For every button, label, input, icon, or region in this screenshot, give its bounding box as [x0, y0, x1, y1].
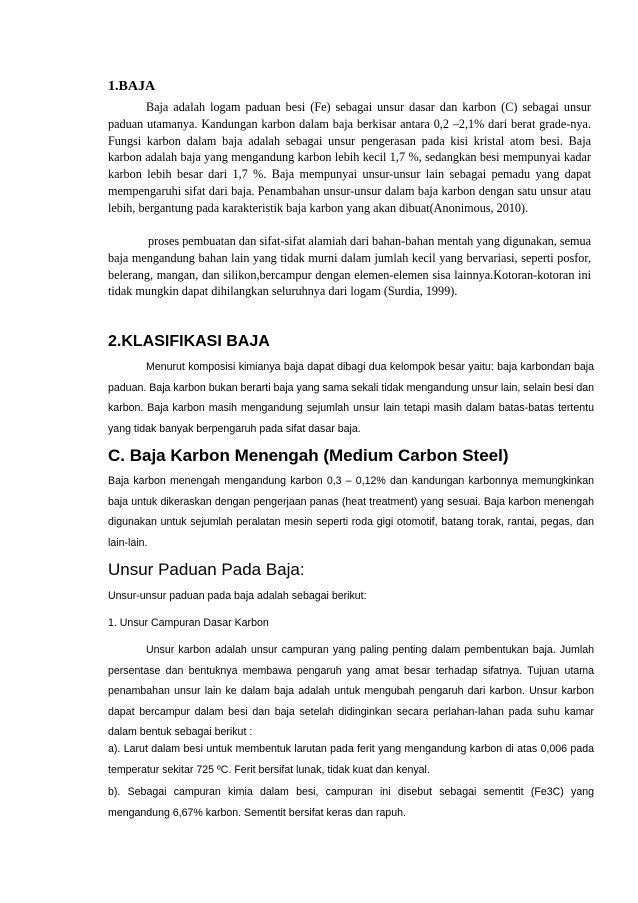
paragraph-baja-2: proses pembuatan dan sifat-sifat alamiah dari bahan-bahan mentah yang digunakan, semua baja mengandung bahan lain yang tidak murni dalam jumlah kecil yang bervariasi, seperti posfor, belerang, mangan, dan silikon,bercampur dengan elemen-elemen sisa lainnya.Kotoran-kotoran ini tidak mungkin dapat dihilangkan seluruhnya dari logam (Surdia, 1999).	[108, 234, 591, 299]
section-title-baja-karbon-menengah: C. Baja Karbon Menengah (Medium Carbon Steel)	[108, 446, 509, 465]
paragraph-unsur-intro: Unsur-unsur paduan pada baja adalah sebagai berikut:	[108, 590, 367, 602]
paragraph-baja-1: Baja adalah logam paduan besi (Fe) sebagai unsur dasar dan karbon (C) sebagai unsur paduan utamanya. Kandungan karbon dalam baja berkisar antara 0,2 –2,1% dari berat grade-nya. Fungsi karbon dalam baja adalah sebagai unsur pengerasan pada kisi kristal atom besi. Baja karbon adalah baja yang mengandung karbon lebih kecil 1,7 %, sedangkan besi mempunyai kadar karbon lebih besar dari 1,7 %. Baja mempunyai unsur-unsur lain sebagai pemadu yang dapat mempengaruhi sifat dari baja. Penambahan unsur-unsur dalam baja karbon dengan satu unsur atau lebih, bergantung pada karakteristik baja karbon yang akan dibuat(Anonimous, 2010).	[108, 100, 591, 215]
paragraph-unsur-karbon: Unsur karbon adalah unsur campuran yang paling penting dalam pembentukan baja. Jumlah persentase dan bentuknya membawa pengaruh yang amat besar terhadap sifatnya. Tujuan utama penambahan unsur lain ke dalam baja adalah untuk mengubah pengaruh dari karbon. Unsur karbon dapat bercampur dalam besi dan baja setelah didinginkan secara perlahan-lahan pada suhu kamar dalam bentuk sebagai berikut :	[108, 644, 594, 738]
list-item-a: a). Larut dalam besi untuk membentuk larutan pada ferit yang mengandung karbon di atas 0,006 pada temperatur sekitar 725 ºC. Ferit bersifat lunak, tidak kuat dan kenyal.	[108, 743, 594, 776]
list-item-unsur-karbon: 1. Unsur Campuran Dasar Karbon	[108, 617, 269, 629]
section-title-unsur-paduan: Unsur Paduan Pada Baja:	[108, 560, 305, 579]
list-item-b: b). Sebagai campuran kimia dalam besi, campuran ini disebut sebagai sementit (Fe3C) yang mengandung 6,67% karbon. Sementit bersifat keras dan rapuh.	[108, 786, 594, 819]
section-title-klasifikasi: 2.KLASIFIKASI BAJA	[108, 333, 270, 350]
paragraph-baja-karbon-menengah: Baja karbon menengah mengandung karbon 0,3 – 0,12% dan kandungan karbonnya memungkinkan baja untuk dikeraskan dengan pengerjaan panas (heat treatment) yang sesuai. Baja karbon menengah digunakan untuk sejumlah peralatan mesin seperti roda gigi otomotif, batang torak, rantai, pegas, dan lain-lain.	[108, 475, 594, 549]
paragraph-klasifikasi: Menurut komposisi kimianya baja dapat dibagi dua kelompok besar yaitu: baja karbondan baja paduan. Baja karbon bukan berarti baja yang sama sekali tidak mengandung unsur lain, selain besi dan karbon. Baja karbon masih mengandung sejumlah unsur lain tetapi masih dalam batas-batas tertentu yang tidak banyak berpengaruh pada sifat dasar baja.	[108, 361, 594, 435]
section-title-baja: 1.BAJA	[108, 79, 156, 94]
